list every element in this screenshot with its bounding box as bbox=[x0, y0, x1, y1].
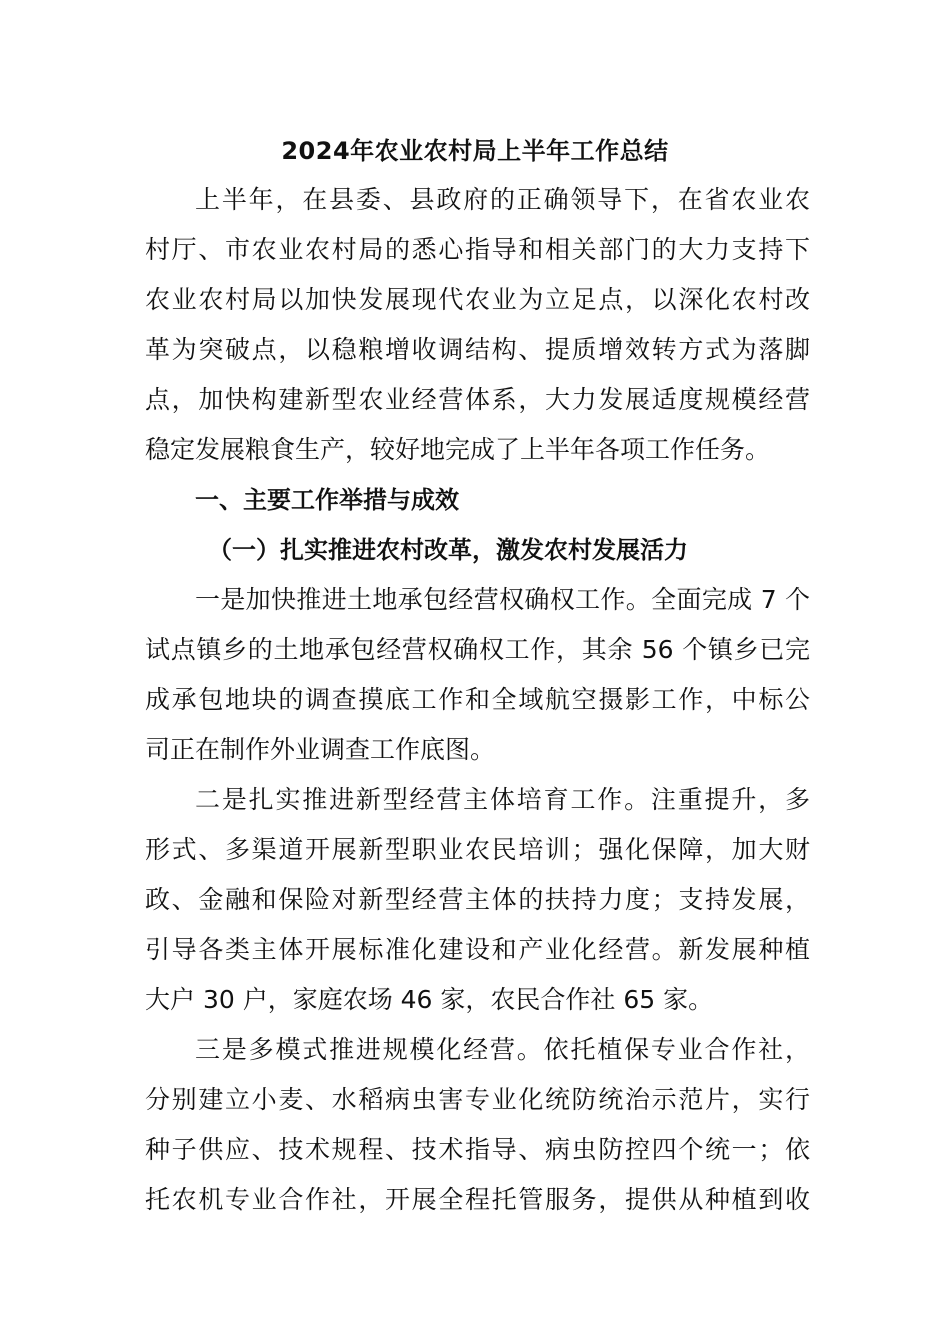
intro-line-6: 稳定发展粮食生产，较好地完成了上半年各项工作任务。 bbox=[145, 435, 771, 464]
para1-line-3: 成承包地块的调查摸底工作和全域航空摄影工作，中标公 bbox=[145, 685, 810, 714]
para2-line-1: 二是扎实推进新型经营主体培育工作。注重提升，多 bbox=[195, 785, 810, 814]
intro-line-3: 农业农村局以加快发展现代农业为立足点，以深化农村改 bbox=[145, 285, 810, 314]
section-heading: 一、主要工作举措与成效 bbox=[195, 486, 459, 514]
para3-line-4: 托农机专业合作社，开展全程托管服务，提供从种植到收 bbox=[145, 1185, 810, 1214]
para3-line-3: 种子供应、技术规程、技术指导、病虫防控四个统一；依 bbox=[145, 1135, 810, 1164]
para2-line-5: 大户 30 户，家庭农场 46 家，农民合作社 65 家。 bbox=[145, 985, 714, 1014]
para2-line-4: 引导各类主体开展标准化建设和产业化经营。新发展种植 bbox=[145, 935, 810, 964]
intro-line-2: 村厅、市农业农村局的悉心指导和相关部门的大力支持下 bbox=[145, 235, 810, 264]
para3-line-2: 分别建立小麦、水稻病虫害专业化统防统治示范片，实行 bbox=[145, 1085, 810, 1114]
para2-line-2: 形式、多渠道开展新型职业农民培训；强化保障，加大财 bbox=[145, 835, 810, 864]
para1-line-2: 试点镇乡的土地承包经营权确权工作，其余 56 个镇乡已完 bbox=[145, 635, 810, 664]
intro-line-4: 革为突破点，以稳粮增收调结构、提质增效转方式为落脚 bbox=[145, 335, 810, 364]
subsection-heading: （一）扎实推进农村改革，激发农村发展活力 bbox=[208, 536, 688, 564]
para3-line-1: 三是多模式推进规模化经营。依托植保专业合作社， bbox=[195, 1035, 810, 1064]
para1-line-4: 司正在制作外业调查工作底图。 bbox=[145, 735, 496, 764]
intro-line-1: 上半年，在县委、县政府的正确领导下，在省农业农 bbox=[195, 185, 810, 214]
para2-line-3: 政、金融和保险对新型经营主体的扶持力度；支持发展， bbox=[145, 885, 810, 914]
para1-line-1: 一是加快推进土地承包经营权确权工作。全面完成 7 个 bbox=[195, 585, 810, 614]
document-title: 2024年农业农村局上半年工作总结 bbox=[281, 137, 669, 165]
intro-line-5: 点，加快构建新型农业经营体系，大力发展适度规模经营 bbox=[145, 385, 810, 414]
